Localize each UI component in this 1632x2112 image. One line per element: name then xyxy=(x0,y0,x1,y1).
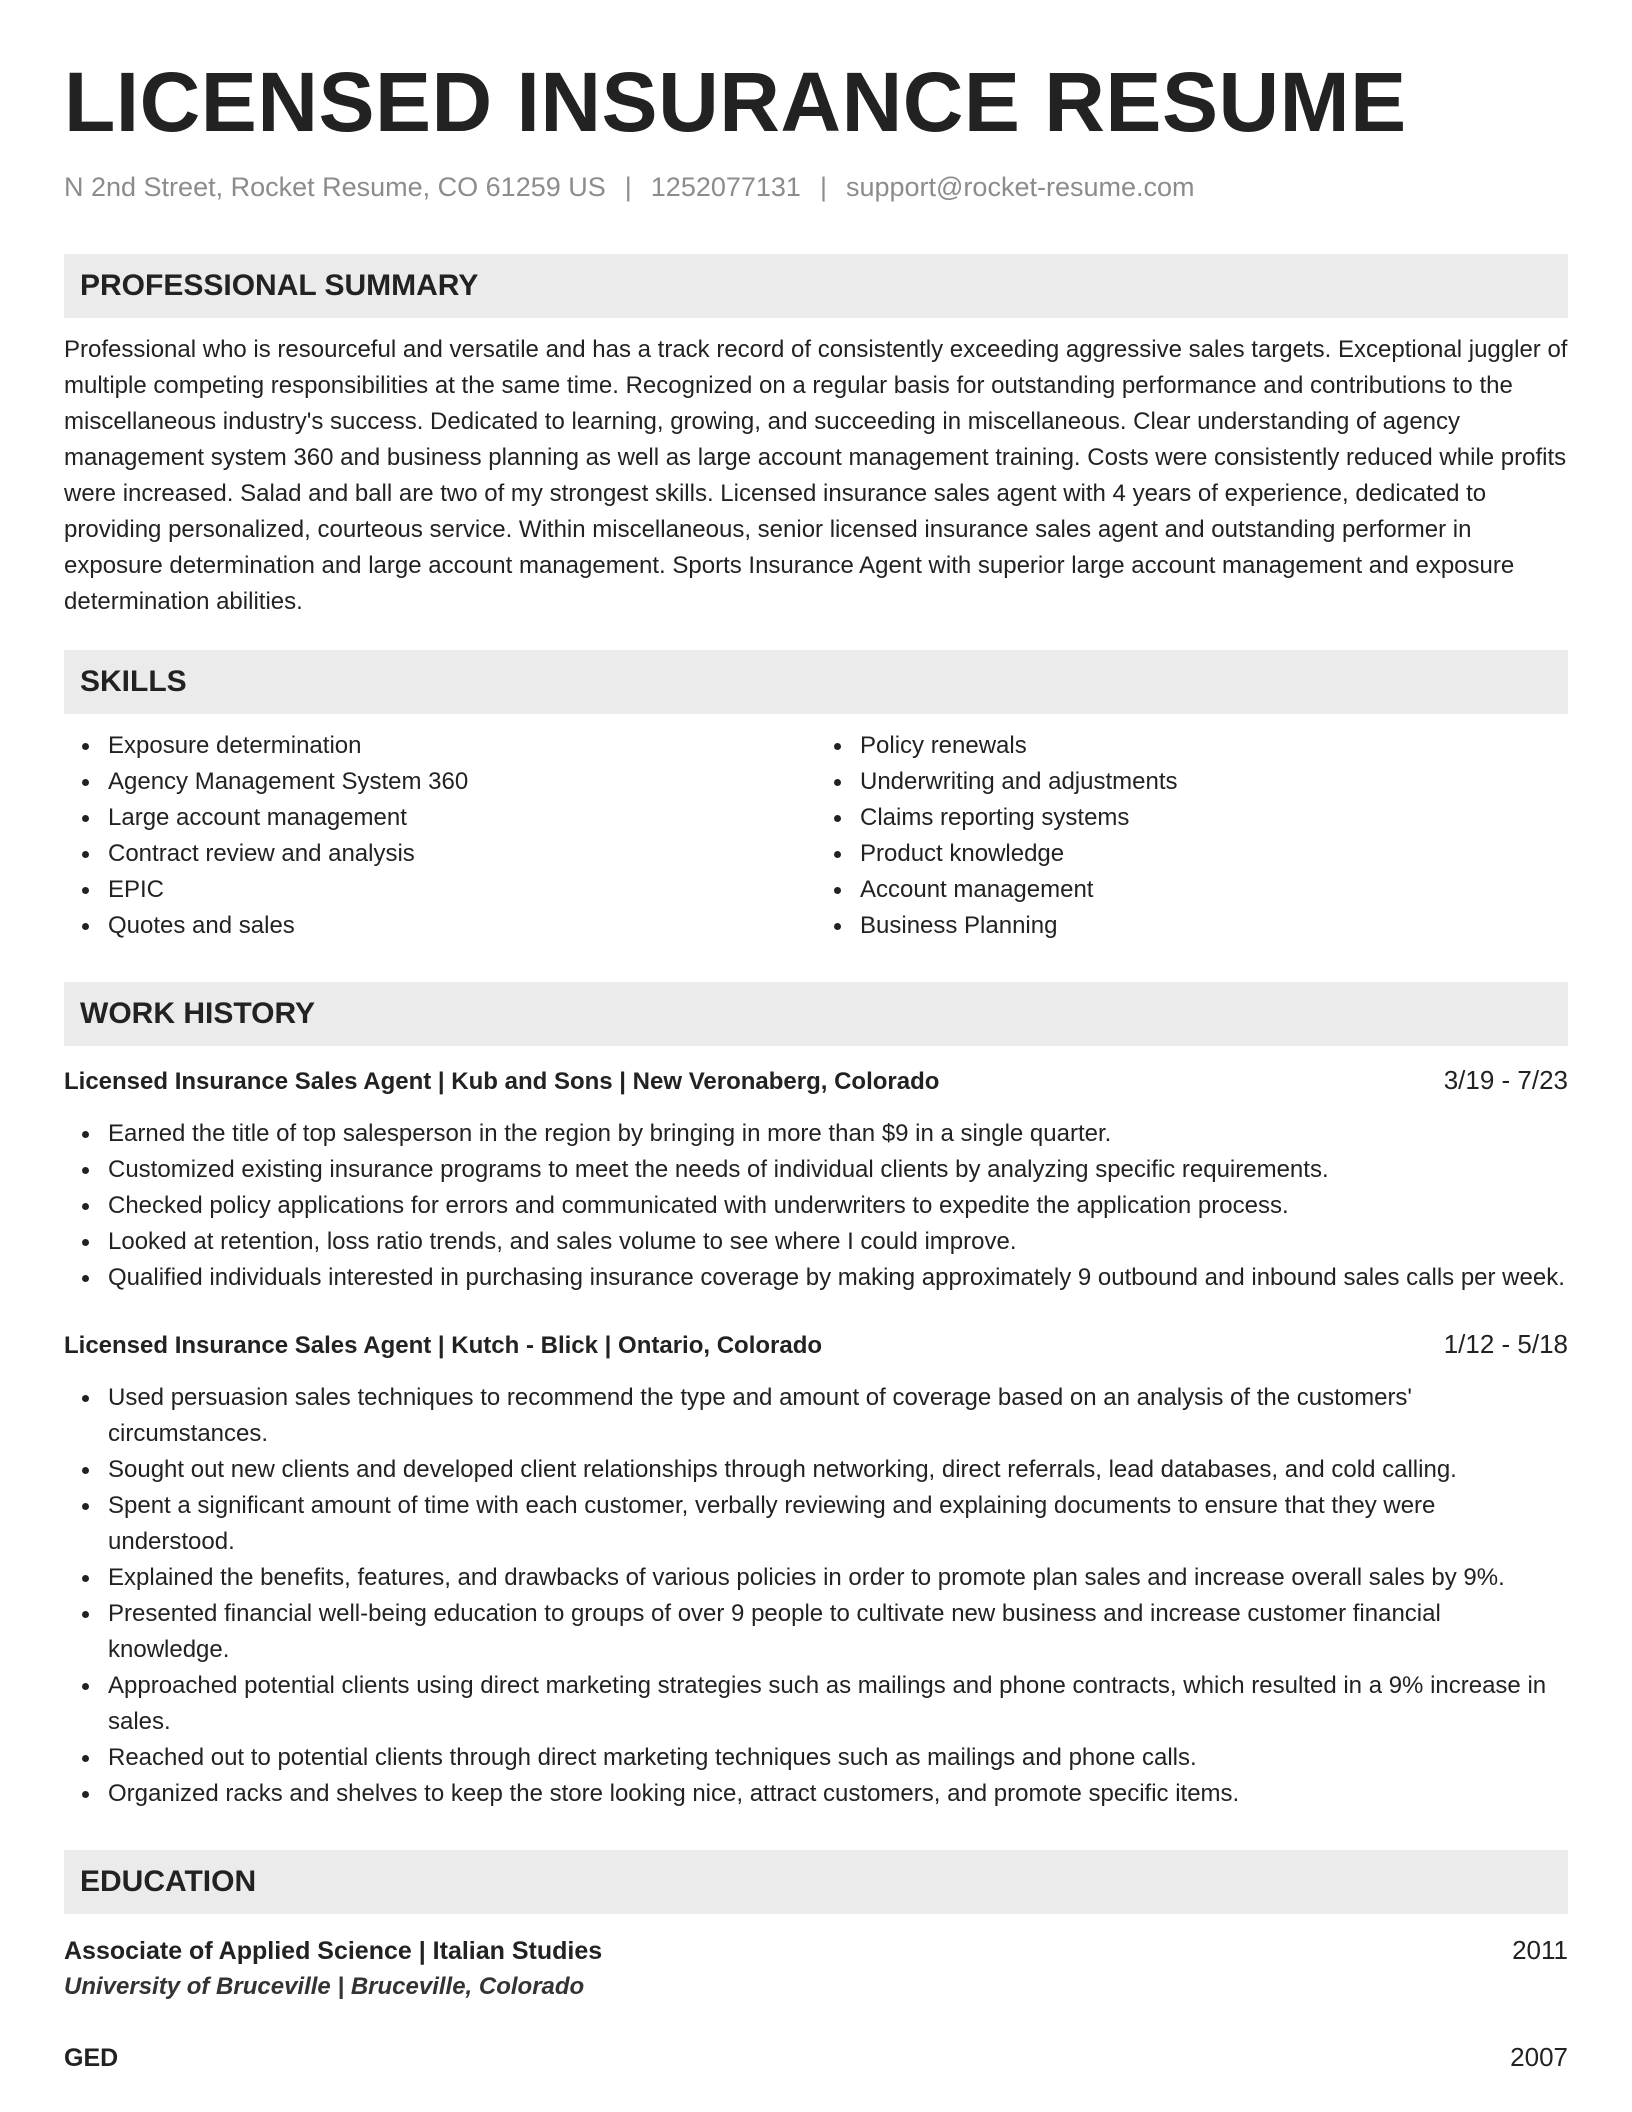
section-header-education xyxy=(64,1850,1568,1914)
job-bullet: Checked policy applications for errors and communicated with underwriters to expedite the application process. xyxy=(108,1188,1568,1224)
education-year: 2011 xyxy=(1512,1935,1568,1965)
education-header xyxy=(64,1932,1568,1969)
section-header-work-history xyxy=(64,982,1568,1046)
job-bullet: Qualified individuals interested in purchasing insurance coverage by making approximately 9 outbound and inbound sales calls per week. xyxy=(108,1260,1568,1296)
contact-email: support@rocket-resume.com xyxy=(845,172,1195,202)
skill-item: Product knowledge xyxy=(860,836,1568,872)
skill-item: EPIC xyxy=(108,872,816,908)
section-title: PROFESSIONAL SUMMARY xyxy=(80,269,479,302)
job-dates: 1/12 - 5/18 xyxy=(1443,1329,1568,1359)
skill-item: Quotes and sales xyxy=(108,908,816,944)
contact-separator: | xyxy=(624,172,632,202)
contact-line xyxy=(64,170,1568,204)
job-entry xyxy=(64,1326,1568,1812)
education-year: 2007 xyxy=(1510,2042,1568,2072)
job-bullet: Customized existing insurance programs to meet the needs of individual clients by analyzing specific requirements. xyxy=(108,1152,1568,1188)
job-bullet: Approached potential clients using direct marketing strategies such as mailings and phone contracts, which resulted in a 9% increase in sales. xyxy=(108,1668,1568,1740)
resume-title: LICENSED INSURANCE RESUME xyxy=(64,55,1407,149)
section-title: EDUCATION xyxy=(80,1865,257,1898)
job-bullets xyxy=(64,1116,1568,1296)
job-entry xyxy=(64,1062,1568,1296)
contact-address: N 2nd Street, Rocket Resume, CO 61259 US xyxy=(64,172,606,202)
skill-item: Business Planning xyxy=(860,908,1568,944)
contact-separator: | xyxy=(819,172,827,202)
contact-phone: 1252077131 xyxy=(650,172,801,202)
skill-item: Underwriting and adjustments xyxy=(860,764,1568,800)
skill-item: Large account management xyxy=(108,800,816,836)
section-header-summary xyxy=(64,254,1568,318)
job-bullet: Used persuasion sales techniques to recommend the type and amount of coverage based on an analysis of the customers' circumstances. xyxy=(108,1380,1568,1452)
skill-item: Contract review and analysis xyxy=(108,836,816,872)
section-title: SKILLS xyxy=(80,665,187,698)
education-degree: Associate of Applied Science | Italian Studies xyxy=(64,1937,603,1965)
job-bullet: Explained the benefits, features, and drawbacks of various policies in order to promote plan sales and increase overall sales by 9%. xyxy=(108,1560,1568,1596)
section-title: WORK HISTORY xyxy=(80,997,316,1030)
job-title: Licensed Insurance Sales Agent | Kub and Sons | New Veronaberg, Colorado xyxy=(64,1068,940,1095)
skills-column-left xyxy=(64,728,816,944)
job-title: Licensed Insurance Sales Agent | Kutch - Blick | Ontario, Colorado xyxy=(64,1332,823,1359)
skill-item: Account management xyxy=(860,872,1568,908)
skill-item: Exposure determination xyxy=(108,728,816,764)
job-header xyxy=(64,1326,1568,1364)
skills-column-right xyxy=(816,728,1568,944)
job-bullets xyxy=(64,1380,1568,1812)
job-bullet: Presented financial well-being education to groups of over 9 people to cultivate new business and increase customer financial knowledge. xyxy=(108,1596,1568,1668)
job-bullet: Looked at retention, loss ratio trends, and sales volume to see where I could improve. xyxy=(108,1224,1568,1260)
skill-item: Claims reporting systems xyxy=(860,800,1568,836)
job-bullet: Spent a significant amount of time with each customer, verbally reviewing and explaining documents to ensure that they were understood. xyxy=(108,1488,1568,1560)
education-header xyxy=(64,2039,1568,2076)
skill-item: Policy renewals xyxy=(860,728,1568,764)
job-bullet: Earned the title of top salesperson in the region by bringing in more than $9 in a single quarter. xyxy=(108,1116,1568,1152)
education-entry xyxy=(64,2039,1568,2076)
job-bullet: Sought out new clients and developed client relationships through networking, direct referrals, lead databases, and cold calling. xyxy=(108,1452,1568,1488)
job-bullet: Reached out to potential clients through direct marketing techniques such as mailings and phone calls. xyxy=(108,1740,1568,1776)
skills-list xyxy=(64,728,1568,944)
education-school: University of Bruceville | Bruceville, Colorado xyxy=(64,1973,585,2000)
job-bullet: Organized racks and shelves to keep the store looking nice, attract customers, and promote specific items. xyxy=(108,1776,1568,1812)
section-header-skills xyxy=(64,650,1568,714)
summary-paragraph: Professional who is resourceful and versatile and has a track record of consistently exceeding aggressive sales targets. Exceptional juggler of multiple competing responsibilities at the same time. Recognized on a regular basis for outstanding performance and contributions to the miscellaneous industry's success. Dedicated to learning, growing, and succeeding in miscellaneous. Clear understanding of agency management system 360 and business planning as well as large account management training. Costs were consistently reduced while profits were increased. Salad and ball are two of my strongest skills. Licensed insurance sales agent with 4 years of experience, dedicated to providing personalized, courteous service. Within miscellaneous, senior licensed insurance sales agent and outstanding performer in exposure determination and large account management. Sports Insurance Agent with superior large account management and exposure determination abilities. xyxy=(64,336,1568,615)
job-header xyxy=(64,1062,1568,1100)
education-entry xyxy=(64,1932,1568,2005)
job-dates: 3/19 - 7/23 xyxy=(1443,1065,1568,1095)
skill-item: Agency Management System 360 xyxy=(108,764,816,800)
education-degree: GED xyxy=(64,2044,119,2072)
